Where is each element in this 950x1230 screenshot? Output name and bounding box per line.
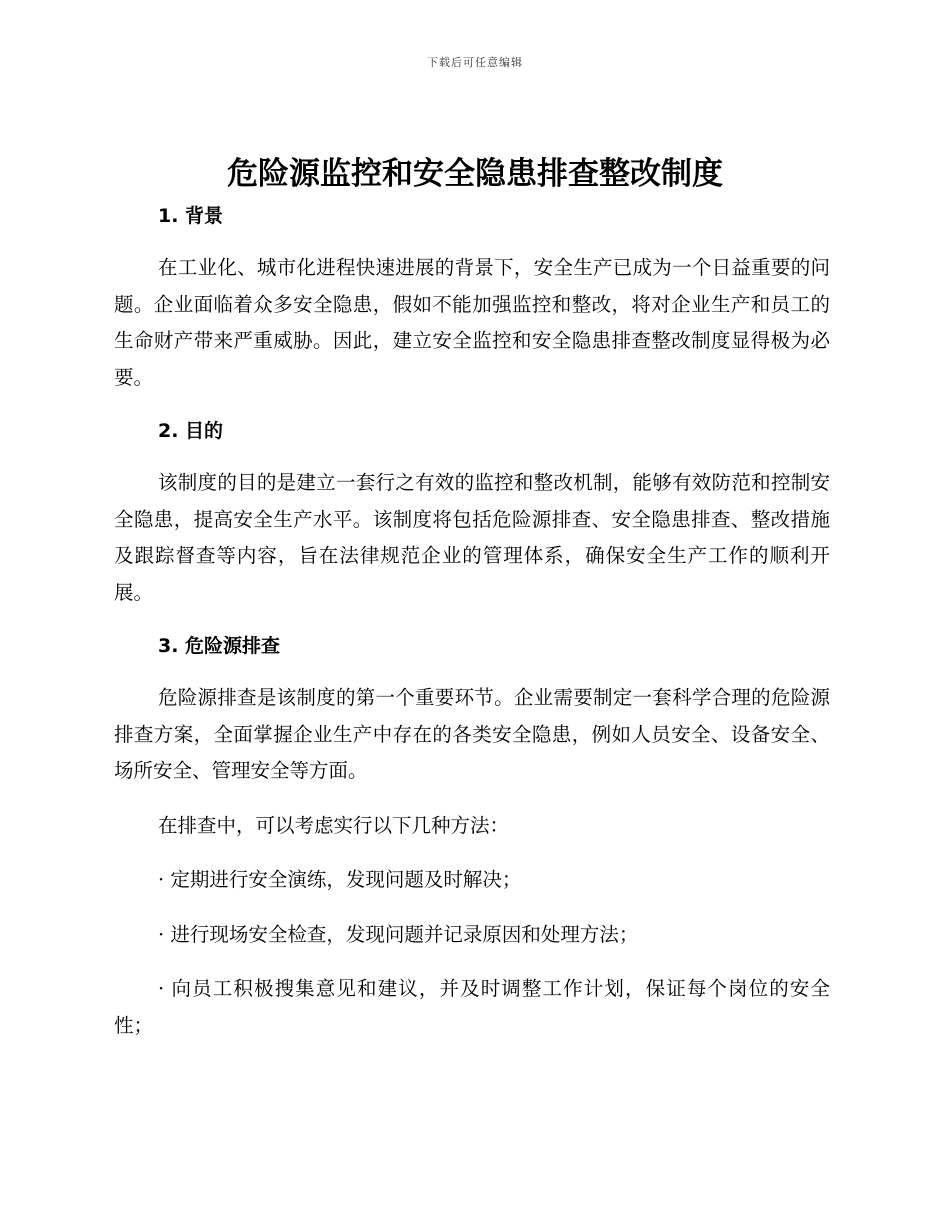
document-body — [114, 199, 830, 1044]
list-item: · 向员工积极搜集意见和建议，并及时调整工作计划，保证每个岗位的安全性； — [114, 977, 830, 1037]
section-paragraph: 该制度的目的是建立一套行之有效的监控和整改机制，能够有效防范和控制安全隐患，提高安全生产水平。该制度将包括危险源排查、安全隐患排查、整改措施及跟踪督查等内容，旨在法律规范企业的管理体系，确保安全生产工作的顺利开展。 — [114, 471, 830, 604]
section-heading-background: 1. 背景 — [158, 205, 224, 227]
section-heading-purpose: 2. 目的 — [158, 420, 224, 442]
section-paragraph: 在工业化、城市化进程快速进展的背景下，安全生产已成为一个日益重要的问题。企业面临着众多安全隐患，假如不能加强监控和整改，将对企业生产和员工的生命财产带来严重威胁。因此，建立安全监控和安全隐患排查整改制度显得极为必要。 — [114, 256, 830, 389]
document-title: 危险源监控和安全隐患排查整改制度 — [227, 156, 723, 192]
section-paragraph: 危险源排查是该制度的第一个重要环节。企业需要制定一套科学合理的危险源排查方案，全面掌握企业生产中存在的各类安全隐患，例如人员安全、设备安全、场所安全、管理安全等方面。 — [114, 686, 830, 782]
section-paragraph: 在排查中，可以考虑实行以下几种方法： — [158, 813, 510, 837]
page-header: 下载后可任意编辑 — [427, 56, 523, 69]
list-item: · 定期进行安全演练，发现问题及时解决； — [158, 868, 522, 891]
section-heading-hazard-inspection: 3. 危险源排查 — [158, 635, 281, 657]
list-item: · 进行现场安全检查，发现问题并记录原因和处理方法； — [158, 922, 639, 946]
